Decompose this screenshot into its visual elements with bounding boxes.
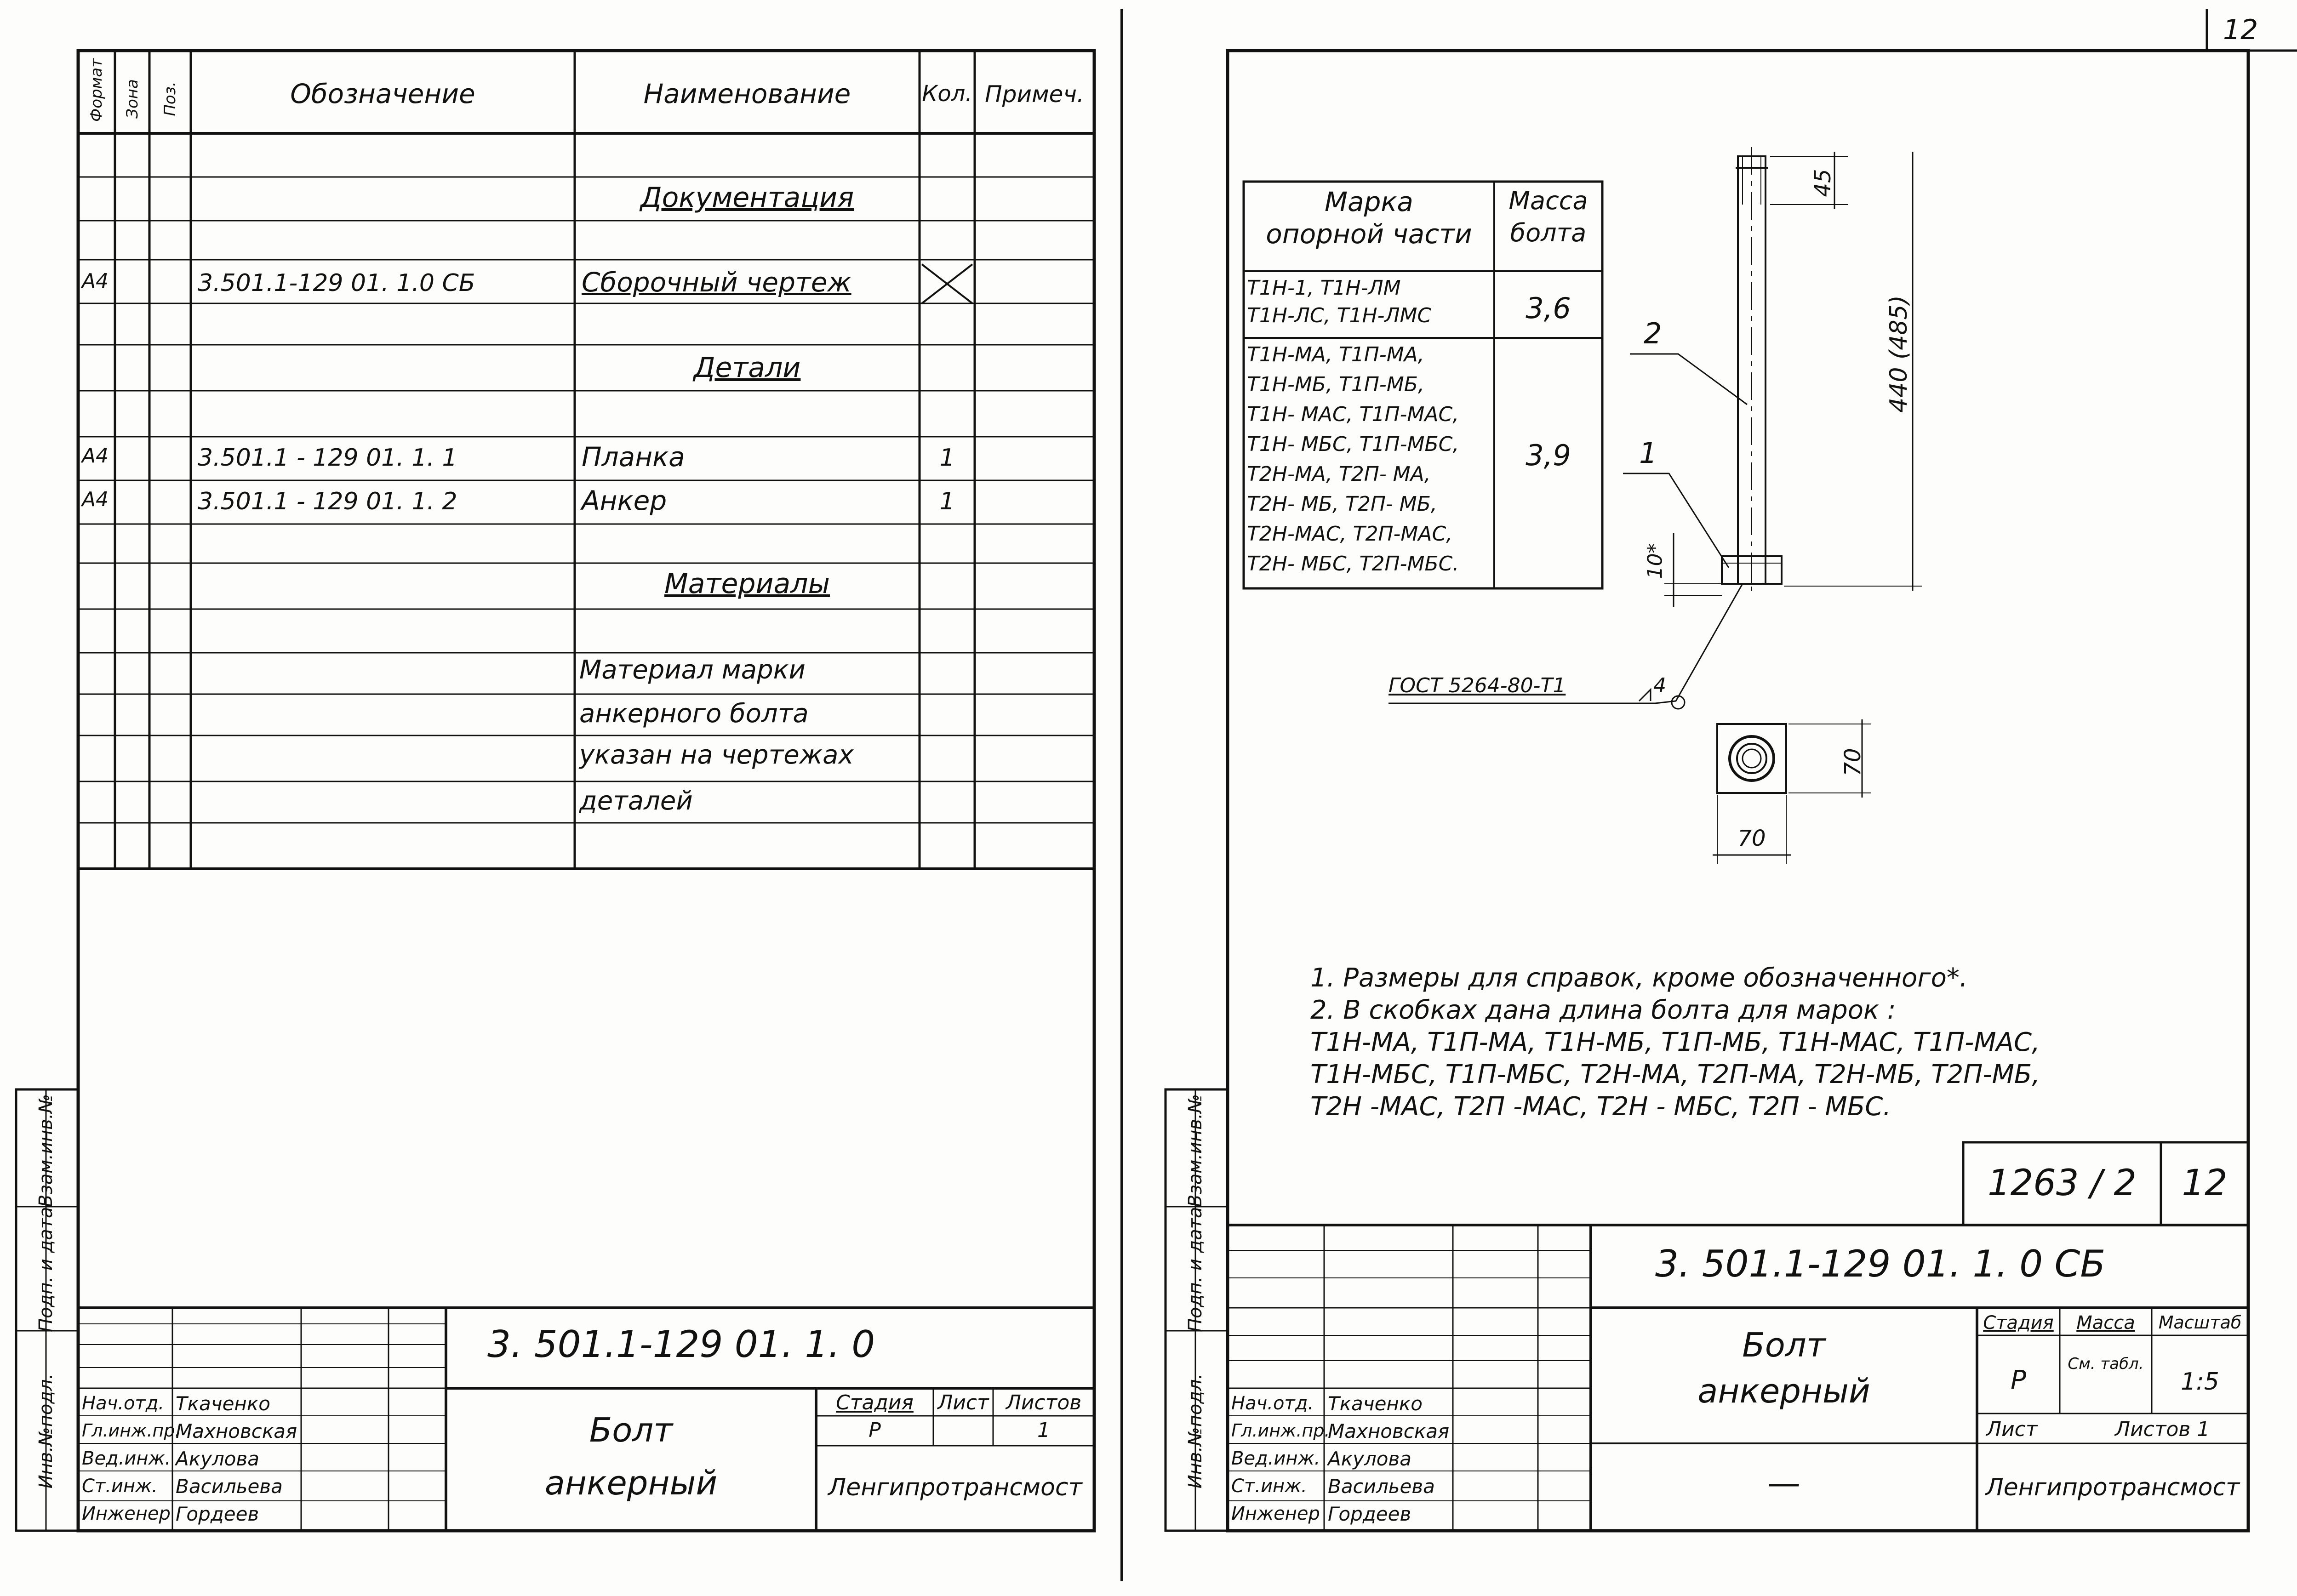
left-role-3: Вед.инж.	[82, 1448, 171, 1469]
mass-table-row2-mark-6: Т2Н- МБ, Т2П- МБ,	[1247, 492, 1437, 516]
right-sheets-text: Листов 1	[2115, 1418, 2210, 1441]
row-1-format: А4	[82, 269, 109, 293]
left-name-1: Ткаченко	[176, 1392, 270, 1415]
left-sheets-value: 1	[1037, 1419, 1050, 1442]
left-role-5: Инженер	[82, 1503, 171, 1524]
left-stage-label: Стадия	[836, 1391, 914, 1414]
row-2-format: А4	[82, 444, 109, 467]
right-side-vzam-inv: Взам.инв.№	[1185, 1094, 1206, 1208]
right-role-1: Нач.отд.	[1231, 1393, 1314, 1414]
header-note: Примеч.	[985, 81, 1084, 108]
row-2-name: Планка	[582, 441, 685, 473]
right-role-4: Ст.инж.	[1231, 1476, 1307, 1497]
material-note-line-1: Материал марки	[579, 655, 806, 685]
dim-45: 45	[1810, 169, 1836, 197]
mass-table-col1-header-2: опорной части	[1266, 218, 1472, 250]
right-stage-label: Стадия	[1983, 1312, 2054, 1334]
mass-table-row2-mark-8: Т2Н- МБС, Т2П-МБС.	[1247, 552, 1459, 576]
mass-table-col1-header-1: Марка	[1325, 186, 1413, 217]
left-code: 3. 501.1-129 01. 1. 0	[487, 1323, 875, 1366]
mass-table-row2-mark-4: Т1Н- МБС, Т1П-МБС,	[1247, 433, 1459, 456]
header-designation: Обозначение	[290, 78, 475, 109]
leader-label-2: 2	[1644, 317, 1662, 350]
right-side-sign-date: Подп. и дата	[1185, 1207, 1206, 1332]
weld-note: ГОСТ 5264-80-Т1	[1388, 674, 1566, 697]
row-2-qty: 1	[939, 444, 955, 472]
right-mass-value: См. табл.	[2068, 1355, 2144, 1373]
header-name: Наименование	[643, 78, 851, 109]
left-side-sign-date: Подп. и дата	[35, 1207, 57, 1332]
left-name-2: Махновская	[176, 1420, 297, 1442]
right-dash: —	[1767, 1464, 1800, 1502]
left-stage-value: Р	[869, 1419, 881, 1442]
mass-table-row2-mark-7: Т2Н-МАС, Т2П-МАС,	[1247, 522, 1453, 546]
note-line-4: Т1Н-МБС, Т1П-МБС, Т2Н-МА, Т2П-МА, Т2Н-МБ, Т2П-МБ,	[1310, 1060, 2040, 1089]
right-role-2: Гл.инж.пр.	[1231, 1420, 1330, 1441]
material-note-line-2: анкерного болта	[579, 699, 809, 729]
left-side-inv-orig: Инв.№подл.	[35, 1373, 57, 1489]
right-name-2: Махновская	[1328, 1420, 1450, 1442]
header-format: Формат	[87, 58, 106, 122]
dim-70-horizontal: 70	[1737, 826, 1766, 851]
right-name-5: Гордеев	[1328, 1503, 1411, 1525]
dim-10: 10*	[1643, 543, 1667, 579]
left-sheets-label: Листов	[1006, 1391, 1082, 1414]
row-3-name: Анкер	[582, 485, 667, 516]
mass-table-row1-mark-2: Т1Н-ЛС, Т1Н-ЛМС	[1247, 304, 1432, 327]
right-role-5: Инженер	[1231, 1503, 1320, 1524]
note-line-3: Т1Н-МА, Т1П-МА, Т1Н-МБ, Т1П-МБ, Т1Н-МАС, Т1П-МАС,	[1310, 1027, 2040, 1057]
section-documentation: Документация	[640, 182, 854, 214]
mass-table-row2-mass: 3,9	[1526, 439, 1571, 472]
left-name-5: Гордеев	[176, 1503, 259, 1525]
header-zone: Зона	[123, 79, 142, 119]
mass-table-col2-header-1: Масса	[1508, 186, 1588, 215]
right-sheet-label: Лист	[1986, 1418, 2038, 1441]
section-details: Детали	[693, 352, 801, 384]
row-3-format: А4	[82, 488, 109, 511]
right-scale-value: 1:5	[2181, 1368, 2219, 1396]
left-role-1: Нач.отд.	[82, 1393, 165, 1414]
material-note-line-3: указан на чертежах	[579, 740, 854, 770]
row-3-designation: 3.501.1 - 129 01. 1. 2	[198, 488, 457, 515]
row-1-designation: 3.501.1-129 01. 1.0 СБ	[198, 269, 475, 297]
mass-table-row2-mark-2: Т1Н-МБ, Т1П-МБ,	[1247, 373, 1424, 396]
left-role-2: Гл.инж.пр.	[82, 1420, 181, 1441]
right-stage-value: Р	[2011, 1365, 2026, 1395]
row-1-name: Сборочный чертеж	[582, 267, 851, 298]
dim-70-vertical: 70	[1840, 748, 1866, 776]
mass-table-row2-mark-1: Т1Н-МА, Т1П-МА,	[1247, 343, 1424, 366]
note-line-5: Т2Н -МАС, Т2П -МАС, Т2Н - МБС, Т2П - МБС.	[1310, 1092, 1891, 1122]
right-organization: Ленгипротрансмост	[1985, 1474, 2240, 1501]
left-sheet-label: Лист	[937, 1391, 989, 1414]
section-materials: Материалы	[664, 568, 830, 600]
right-name-1: Ткаченко	[1328, 1392, 1423, 1415]
right-code: 3. 501.1-129 01. 1. 0 СБ	[1655, 1243, 2106, 1285]
dim-length: 440 (485)	[1885, 295, 1913, 413]
row-3-qty: 1	[939, 488, 955, 515]
mass-table-row2-mark-3: Т1Н- МАС, Т1П-МАС,	[1247, 403, 1459, 426]
note-line-1: 1. Размеры для справок, кроме обозначенного*.	[1310, 963, 1968, 993]
album-sheet: 12	[2182, 1163, 2228, 1204]
left-side-vzam-inv: Взам.инв.№	[35, 1094, 57, 1208]
right-mass-label: Масса	[2076, 1312, 2135, 1334]
header-pos: Поз.	[161, 81, 179, 116]
note-line-2: 2. В скобках дана длина болта для марок :	[1310, 995, 1896, 1025]
leader-label-1: 1	[1639, 436, 1657, 470]
left-name-4: Васильева	[176, 1475, 283, 1498]
mass-table-row1-mass: 3,6	[1526, 291, 1571, 325]
row-2-designation: 3.501.1 - 129 01. 1. 1	[198, 444, 457, 472]
left-role-4: Ст.инж.	[82, 1476, 158, 1497]
right-name-4: Васильева	[1328, 1475, 1435, 1498]
right-role-3: Вед.инж.	[1231, 1448, 1320, 1469]
sheet-number: 12	[2223, 14, 2258, 46]
mass-table-row1-mark-1: Т1Н-1, Т1Н-ЛМ	[1247, 276, 1401, 300]
left-product-name-2: анкерный	[544, 1464, 718, 1502]
album-number: 1263 / 2	[1988, 1163, 2137, 1204]
left-name-3: Акулова	[176, 1448, 259, 1470]
mass-table-col2-header-2: болта	[1510, 218, 1587, 247]
mass-table-row2-mark-5: Т2Н-МА, Т2П- МА,	[1247, 462, 1431, 486]
left-organization: Ленгипротрансмост	[828, 1474, 1082, 1501]
right-side-inv-orig: Инв.№подл.	[1185, 1373, 1206, 1489]
right-scale-label: Масштаб	[2158, 1312, 2242, 1333]
right-product-name-2: анкерный	[1697, 1372, 1870, 1410]
header-qty: Кол.	[922, 81, 972, 107]
right-product-name-1: Болт	[1742, 1326, 1826, 1364]
left-product-name-1: Болт	[589, 1411, 673, 1449]
material-note-line-4: деталей	[579, 786, 693, 816]
weld-size: 4	[1653, 674, 1666, 697]
right-name-3: Акулова	[1328, 1448, 1411, 1470]
